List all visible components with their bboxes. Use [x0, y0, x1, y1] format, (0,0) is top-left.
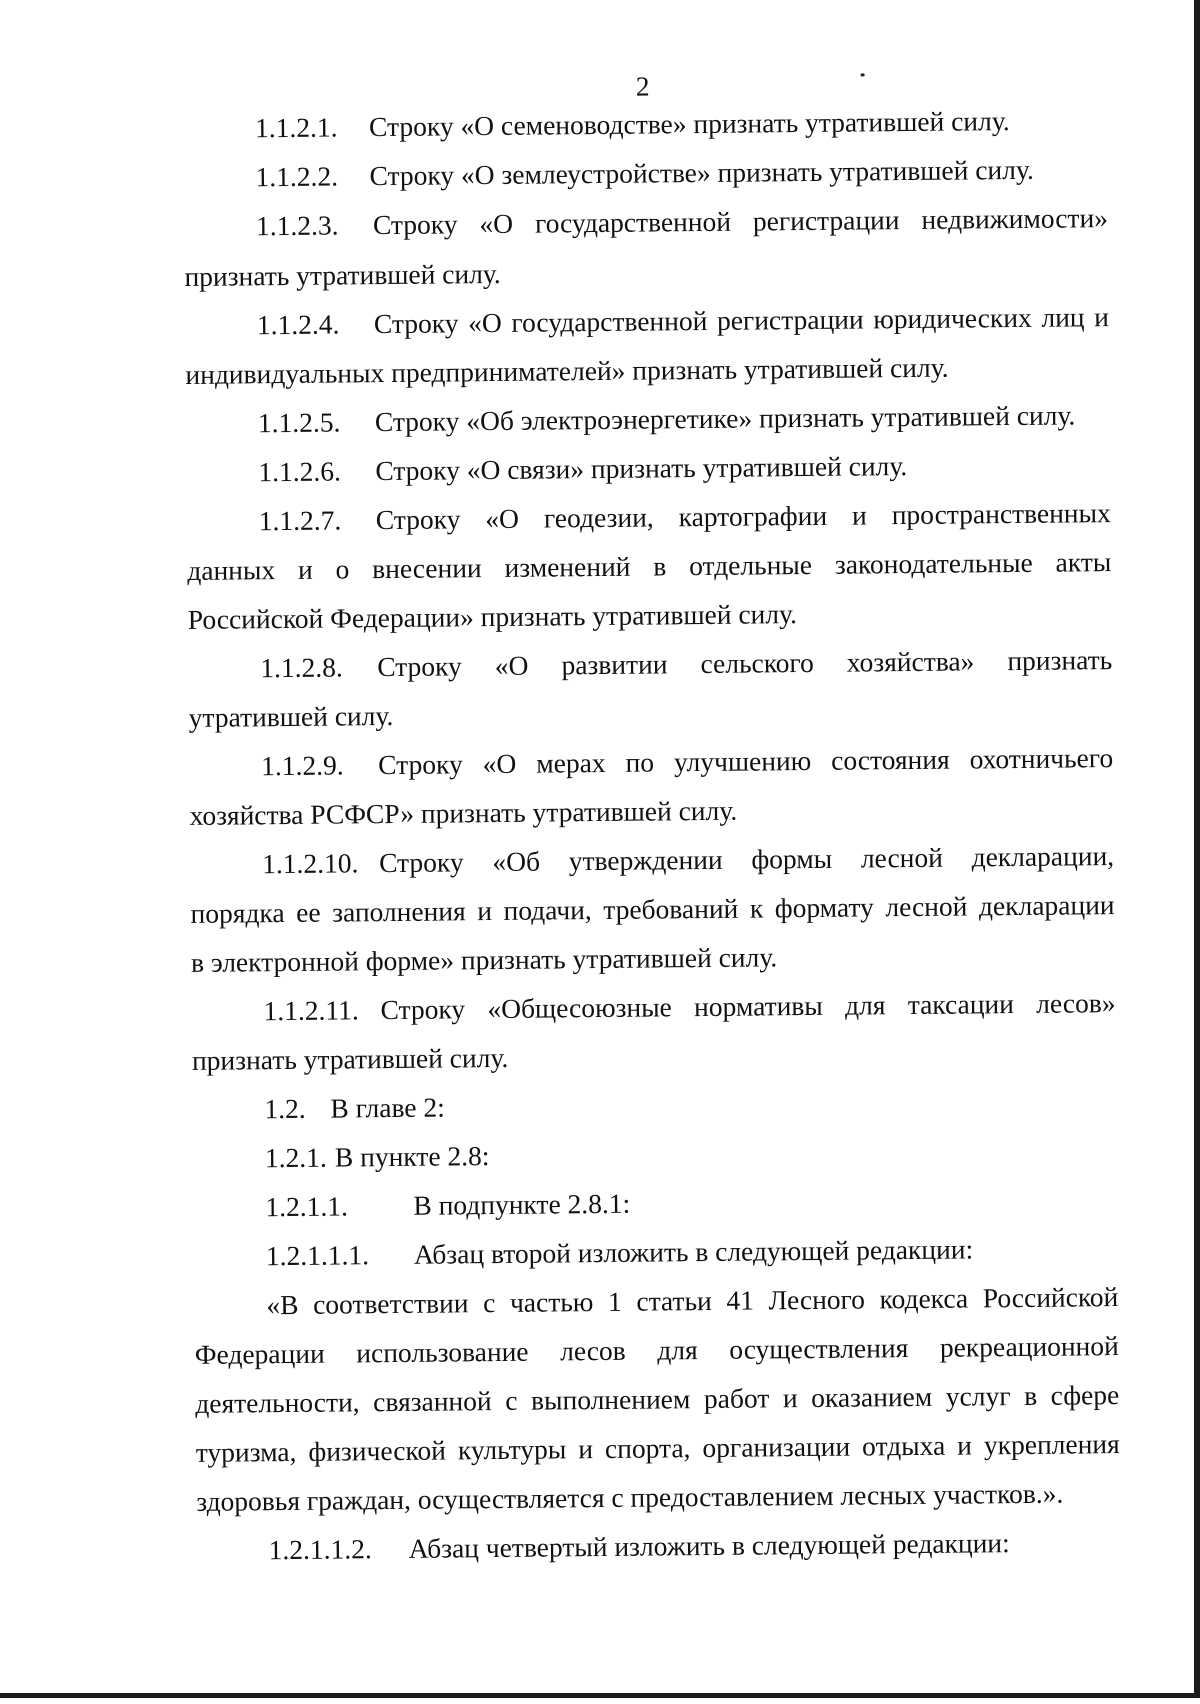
scan-edge-bottom	[0, 1693, 1200, 1698]
item-1-1-2-8-line-1	[260, 643, 1112, 684]
scan-speck	[861, 73, 865, 76]
item-text: Строку «Об утверждении формы лесной декларации,	[378, 840, 1115, 879]
item-1-1-2-4-line-1	[257, 300, 1109, 341]
item-number: 1.1.2.3.	[255, 209, 339, 242]
item-text: В пункте 2.8:	[334, 1140, 490, 1173]
item-1-1-2-2	[255, 153, 1034, 193]
item-number: 1.1.2.5.	[257, 406, 341, 439]
item-1-1-2-7-line-1	[259, 496, 1111, 537]
item-1-1-2-7-line-3: Российской Федерации» признать утратившей силу.	[187, 598, 798, 635]
scan-edge-right	[1194, 0, 1200, 1698]
item-text: Строку «О семеноводстве» признать утратившей силу.	[368, 105, 1010, 143]
item-1-1-2-3-line-2: признать утратившей силу.	[184, 257, 501, 292]
item-text: Строку «О государственной регистрации юридических лиц и	[373, 301, 1110, 340]
item-text: Строку «О связи» признать утратившей силу.	[375, 450, 908, 487]
item-1-2-1	[265, 1139, 490, 1174]
item-number: 1.2.1.	[264, 1141, 327, 1174]
item-1-1-2-7-line-2: данных и о внесении изменений в отдельные законодательные акты	[187, 546, 1112, 586]
item-number: 1.1.2.8.	[260, 651, 343, 684]
item-text: Строку «Общесоюзные нормативы для таксации лесов»	[380, 987, 1116, 1026]
item-number: 1.1.2.10.	[261, 847, 359, 880]
item-text: Строку «О геодезии, картографии и пространственных	[375, 497, 1111, 536]
item-1-2-1-1-1	[266, 1232, 974, 1272]
item-number: 1.1.2.7.	[258, 504, 342, 537]
item-text: Строку «О землеустройстве» признать утратившей силу.	[369, 153, 1034, 192]
item-1-1-2-10-line-1	[262, 839, 1114, 880]
item-1-2-1-1	[265, 1187, 630, 1224]
quote-line-2: Федерации использование лесов для осуществления рекреационной	[194, 1330, 1119, 1370]
item-number: 1.1.2.1.	[254, 111, 338, 144]
item-1-1-2-1	[255, 104, 1010, 144]
quote-line-1: «В соответствии с частью 1 статьи 41 Лесного кодекса Российской	[266, 1281, 1119, 1321]
item-1-1-2-8-line-2: утратившей силу.	[188, 699, 394, 733]
item-number: 1.1.2.4.	[256, 308, 340, 341]
item-1-1-2-9-line-1	[261, 741, 1113, 782]
item-text: Строку «О государственной регистрации недвижимости»	[372, 202, 1109, 241]
item-1-1-2-9-line-2: хозяйства РСФСР» признать утратившей силу.	[189, 794, 738, 831]
item-text: В подпункте 2.8.1:	[413, 1187, 631, 1221]
item-number: 1.1.2.6.	[258, 455, 341, 488]
item-1-1-2-10-line-2: порядка ее заполнения и подачи, требований к формату лесной декларации	[190, 889, 1115, 929]
item-number: 1.1.2.2.	[255, 160, 339, 193]
item-1-2	[264, 1091, 445, 1126]
item-number: 1.2.1.1.	[265, 1190, 349, 1223]
quote-line-4: туризма, физической культуры и спорта, организации отдыха и укрепления	[195, 1428, 1120, 1468]
item-number: 1.1.2.9.	[261, 749, 344, 782]
quote-line-3: деятельности, связанной с выполнением работ и оказанием услуг в сфере	[195, 1379, 1120, 1419]
item-text: Строку «О мерах по улучшению состояния охотничьего	[378, 742, 1114, 781]
item-text: Строку «О развитии сельского хозяйства» признать	[377, 644, 1113, 683]
item-number: 1.2.	[264, 1092, 306, 1125]
item-1-1-2-3-line-1	[256, 201, 1108, 242]
page-number: 2	[635, 70, 650, 102]
item-number: 1.2.1.1.2.	[268, 1533, 372, 1566]
item-1-2-1-1-2	[269, 1526, 1010, 1566]
item-1-1-2-10-line-3: в электронной форме» признать утратившей силу.	[190, 941, 778, 978]
item-1-1-2-4-line-2: индивидуальных предпринимателей» признать утратившей силу.	[185, 351, 949, 390]
quote-line-5: здоровья граждан, осуществляется с предоставлением лесных участков.».	[196, 1477, 1064, 1517]
item-text: Абзац второй изложить в следующей редакции:	[413, 1233, 974, 1270]
item-text: Строку «Об электроэнергетике» признать утратившей силу.	[374, 399, 1076, 438]
item-text: В главе 2:	[330, 1091, 445, 1124]
item-1-1-2-5	[258, 398, 1076, 439]
item-number: 1.1.2.11.	[263, 994, 359, 1027]
item-1-1-2-11-line-1	[263, 986, 1115, 1027]
item-1-1-2-11-line-2: признать утратившей силу.	[191, 1041, 509, 1076]
item-text: Абзац четвертый изложить в следующей редакции:	[408, 1527, 1010, 1564]
item-1-1-2-6	[258, 449, 907, 488]
item-number: 1.2.1.1.1.	[265, 1239, 370, 1272]
